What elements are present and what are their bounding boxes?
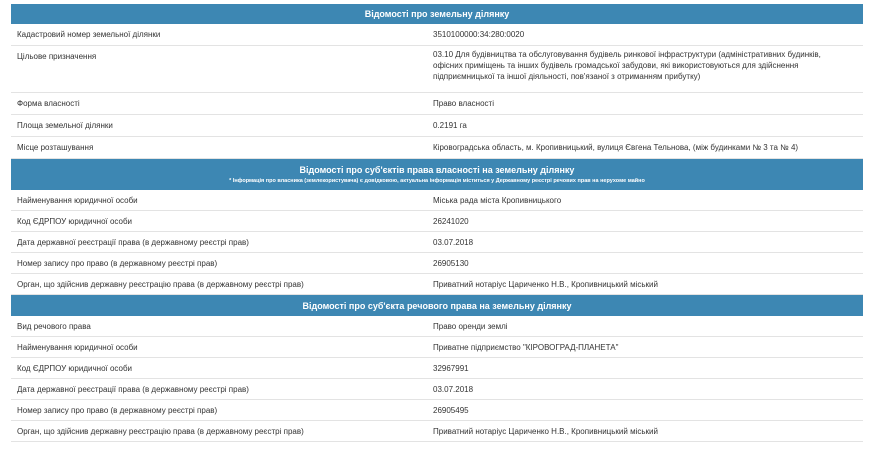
row-label: Дата державної реєстрації права (в державному реєстрі прав): [17, 237, 249, 247]
row-label: Орган, що здійснив державну реєстрацію права (в державному реєстрі прав): [17, 279, 304, 289]
table-row-right-type: [11, 316, 863, 337]
land-info-table: [11, 4, 863, 442]
row-value: Приватний нотаріус Цариченко Н.В., Кропивницький міський: [433, 279, 658, 289]
row-value: 26905130: [433, 258, 469, 268]
table-row-record-number: [11, 400, 863, 421]
table-row-purpose: [11, 46, 863, 93]
row-value: Приватний нотаріус Цариченко Н.В., Кропивницький міський: [433, 426, 658, 436]
section-title: Відомості про земельну ділянку: [364, 9, 510, 19]
table-row-registration-authority: [11, 274, 863, 295]
table-row-cadastral-number: [11, 24, 863, 46]
row-value: Право власності: [433, 99, 494, 108]
row-value: Міська рада міста Кропивницького: [433, 195, 562, 205]
row-label: Площа земельної ділянки: [17, 121, 113, 130]
row-value: 0.2191 га: [433, 121, 467, 130]
row-value: 03.10 Для будівництва та обслуговування будівель ринкової інфраструктури (адміністративних будинків, офісних приміщень та інших будівель громадської забудови, які використовуються для здійснення підприємницької та іншої діяльності, пов'язаної з отриманням прибутку): [433, 50, 821, 81]
row-label: Орган, що здійснив державну реєстрацію права (в державному реєстрі прав): [17, 426, 304, 436]
table-row-location: [11, 137, 863, 159]
table-row-entity-name: [11, 190, 863, 211]
row-value: 26241020: [433, 216, 469, 226]
section-header-ownership: [11, 159, 863, 190]
table-row-edrpou-code: [11, 211, 863, 232]
row-label: Найменування юридичної особи: [17, 342, 138, 352]
row-label: Дата державної реєстрації права (в державному реєстрі прав): [17, 384, 249, 394]
table-row-registration-authority: [11, 421, 863, 442]
row-label: Код ЄДРПОУ юридичної особи: [17, 363, 133, 373]
section-header-land-parcel: [11, 4, 863, 24]
row-label: Код ЄДРПОУ юридичної особи: [17, 216, 133, 226]
row-value: Право оренди землі: [433, 321, 508, 331]
section-note: * Інформація про власника (землекористувача) є довідковою, актуальна інформація міститься у Державному реєстрі речових прав на нерухоме майно: [229, 178, 645, 184]
table-row-registration-date: [11, 379, 863, 400]
section-title: Відомості про суб'єктів права власності на земельну ділянку: [299, 165, 575, 175]
row-label: Місце розташування: [17, 143, 94, 152]
table-row-area: [11, 115, 863, 137]
table-row-ownership-form: [11, 93, 863, 115]
row-value: Кіровоградська область, м. Кропивницький, вулиця Євгена Тельнова, (між будинками № 3 та № 4): [433, 143, 799, 152]
row-label: Номер запису про право (в державному реєстрі прав): [17, 258, 218, 268]
row-label: Кадастровий номер земельної ділянки: [17, 30, 161, 39]
row-label: Вид речового права: [17, 321, 91, 331]
row-value: 32967991: [433, 363, 469, 373]
table-row-entity-name: [11, 337, 863, 358]
row-label: Номер запису про право (в державному реєстрі прав): [17, 405, 218, 415]
row-value: Приватне підприємство "КІРОВОГРАД-ПЛАНЕТА": [433, 342, 619, 352]
table-row-edrpou-code: [11, 358, 863, 379]
table-row-registration-date: [11, 232, 863, 253]
table-row-record-number: [11, 253, 863, 274]
row-value: 03.07.2018: [433, 384, 474, 394]
row-value: 26905495: [433, 405, 469, 415]
section-title: Відомості про суб'єкта речового права на земельну ділянку: [302, 300, 572, 311]
row-label: Найменування юридичної особи: [17, 195, 138, 205]
row-value: 3510100000:34:280:0020: [433, 30, 525, 39]
section-header-property-right: [11, 295, 863, 316]
row-label: Цільове призначення: [17, 52, 97, 61]
row-label: Форма власності: [17, 99, 80, 108]
row-value: 03.07.2018: [433, 237, 474, 247]
